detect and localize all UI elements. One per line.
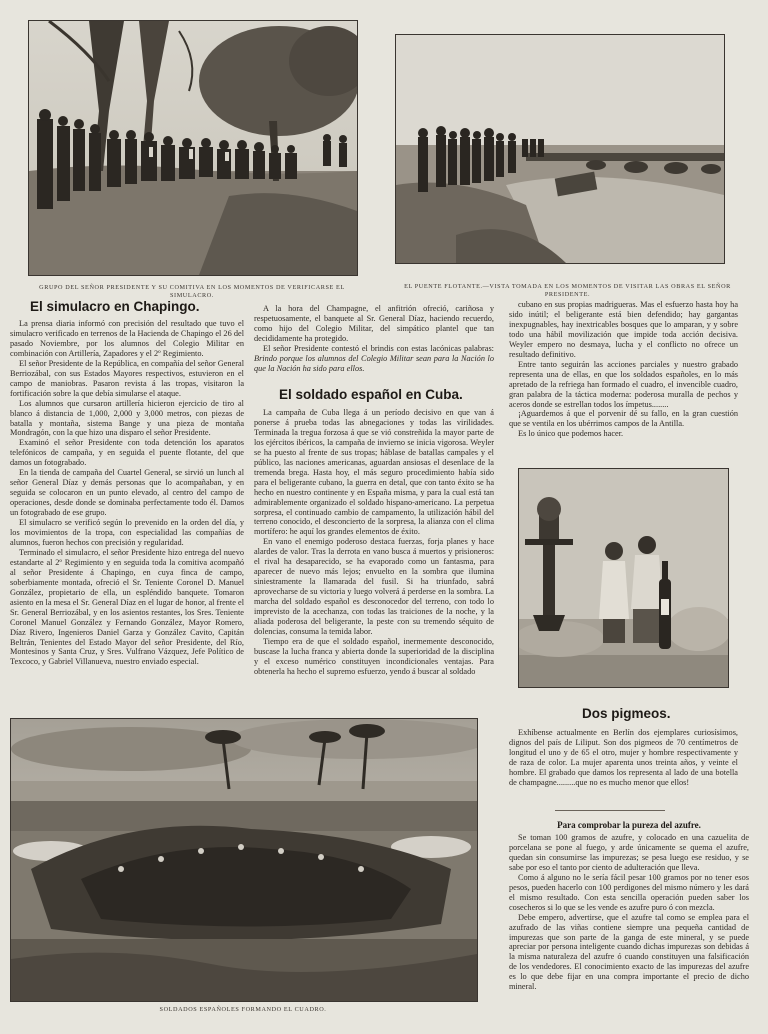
cuba-paragraph: Entre tanto seguirán las acciones parciales y nuestro grabado representa una de ellas, en que los soldados españoles, en lo más apretado de la refriega han formado el cuadro, el invencible cuadro, gran palabra de la táctica moderna: poderosa muralla de pechos y aceros donde se estrellan todos los ímpetus........ — [509, 359, 738, 409]
cuba-paragraph: Tiempo era de que el soldado español, inermemente desconocido, buscase la lucha franca y abierta donde la superioridad de la disciplina y el exceso numérico constituyen incondicionales ventajas. Para obtenerla ha hecho el supremo esfuerzo, yendo á buscar al soldado — [254, 636, 494, 676]
azufre-paragraph: Como á alguno no le sería fácil pesar 100 gramos por no tener esos pesos, pueden hacerlo con 100 perdigones del mismo número y les dará el mismo resultado. Con esta sencilla operación pueden saber los cosecheros si lo que se les vende es azufre puro ó con mezcla. — [509, 872, 749, 912]
chapingo-paragraph: A la hora del Champagne, el anfitrión ofreció, cariñosa y respetuosamente, el banquete al Sr. General Díaz, haciendo recuerdo, como hijo del Colegio Militar, del simpático plantel que tan decididamente ha protegido. — [254, 304, 494, 343]
azufre-body — [509, 833, 749, 1013]
cuba-paragraph: En vano el enemigo poderoso destaca fuerzas, forja planes y hace alardes de valor. Tras la derrota en vano busca á muertos y prisioneros: el rival ha desaparecido, se ha evaporado como un fantasma, para aparecer de nuevo más lejos; envuelto en la sombra que ilumina siniestramente la llamarada del fusil. Si ha triunfado, sabrá aprovecharse de su victoria y luego volverá á perderse en la sombra. La marcha del soldado español es desconocedor del terreno, con todo lo imprevisto de la acechanza, con todas las traiciones de la noche, y la aliada poderosa del beligerante, la peste con su tremendo séquito de dolencias, consuma la temida labor. — [254, 537, 494, 636]
cuba-column-3 — [509, 300, 738, 452]
azufre-paragraph: Se toman 100 gramos de azufre, y colocado en una cazuelita de porcelana se pone al fuego, y arde únicamente se quema el azufre, quedan sin consumirse las impurezas; se pesa luego ese residuo, y se sabe por eso el tanto por ciento de adulteración que lleva. — [509, 833, 749, 872]
chapingo-paragraph — [254, 344, 494, 374]
heading-azufre: Para comprobar la pureza del azufre. — [557, 820, 701, 830]
chapingo-paragraph: Examinó el señor Presidente con toda detención los aparatos telefónicos de campaña, y en seguida el puente flotante, del que damos un fotograbado. — [10, 438, 244, 468]
chapingo-paragraph: En la tienda de campaña del Cuartel General, se sirvió un lunch al señor General Díaz y demás personas que lo acompañaban, y en seguida se colocaron en un punto elevado, al centro del campo de operaciones, desde donde se dominaba perfectamente todo él. Damos un fotograbado de ese grupo. — [10, 468, 244, 518]
caption-soldiers-square: SOLDADOS ESPAÑOLES FORMANDO EL CUADRO. — [159, 1006, 327, 1013]
chapingo-paragraph: El señor Presidente de la República, en compañía del señor General Berriozábal, con sus Estados Mayores respectivos, estuvieron en el campo de maniobras. Pasaron revista á las tropas, visitaron la fortificación sobre la que debía simularse el ataque. — [10, 358, 244, 398]
caption-presidential-group: GRUPO DEL SEÑOR PRESIDENTE Y SU COMITIVA EN LOS MOMENTOS DE VERIFICARSE EL SIMULACRO. — [39, 284, 345, 299]
cuba-paragraph: Es lo único que podemos hacer. — [518, 429, 624, 439]
azufre-paragraph: Debe empero, advertirse, que el azufre tal como se emplea para el azufrado de las viñas contiene siempre una pequeña cantidad de impurezas que son parte de la ganga de este mineral, y se puede apreciar por persona inteligente cuando dichas impurezas son debidas á la misma naturaleza del azufre ó cuando constituyen una falsificación de los vendedores. El conocimiento exacto de las impurezas del azufre es lo que debe fijar en una compra importante el precio de dicho mineral. — [509, 912, 749, 992]
cuba-paragraph: ¡Aguardemos á que el porvenir dé su fallo, en la gran cuestión que se ventila en los ubérrimos campos de la Antilla. — [509, 409, 738, 429]
cuba-paragraph: La campaña de Cuba llega á un período decisivo en que van á ponerse á prueba todas las abnegaciones y todas las virilidades. Terminada la tregua forzosa á que se vió constreñida la mayor parte de los ejércitos ibéricos, la campaña de invierno se inicia vigorosa. Weyler se ha puesto al frente de sus tropas; háblase de batallas campales y el público, las naciones americanas, aguardan ansiosas el desenlace de la tremenda brega. Hasta hoy, el más seguro procedimiento había sido para el beligerante cubano, la guerra en detal, que con tanto éxito se ha hecho en nuestro continente y en España misma, y para la cual está tan admirablemente organizado el soldado hispano-americano. La perpetua sorpresa, el continuado cambio de campamento, la utilización hábil del terreno conocido, el desconcierto de la sorpresa, la alianza con el clima mortífero: he aquí los grandes elementos de éxito. — [254, 408, 494, 537]
toast-lead: El señor Presidente contestó el brindis con estas lacónicas palabras: — [263, 343, 494, 353]
chapingo-column-2 — [254, 304, 494, 374]
chapingo-column-1 — [10, 319, 244, 705]
cuba-column-2 — [254, 408, 494, 706]
divider — [555, 810, 665, 811]
cuba-paragraph: cubano en sus propias madrigueras. Mas el esfuerzo hasta hoy ha sido inútil; el beligerante está bien defendido; hay gargantas inexpugnables, hay inextricables bosques que lo amparan, y y sobre todo una hábil movilización que impide toda acción decisiva. Weyler empero no desmaya, lucha y el conflicto no ofrece un resultado definitivo. — [509, 300, 738, 359]
photo-presidential-group — [28, 20, 358, 276]
chapingo-paragraph: El simulacro se verificó según lo prevenido en la orden del día, y los movimientos de la tropa, con especialidad las compañías de alumnos, fueron hechos con precisión y regularidad. — [10, 518, 244, 547]
pigmeos-body — [509, 728, 738, 804]
heading-pigmeos: Dos pigmeos. — [582, 706, 671, 721]
pigmeos-paragraph: Exhíbense actualmente en Berlín dos ejemplares curiosísimos, dignos del país de Liliput. Son dos pigmeos de 70 centímetros de longitud el uno y de 65 el otro, mujer y hombre respectivamente y de raza de color. La mujer aparenta unos treinta años, y veinte el hombre. El grabado que damos los representa al lado de una botella de champagne.........que no es mucho menor que ellos! — [509, 728, 738, 787]
chapingo-paragraph: Terminado el simulacro, el señor Presidente hizo entrega del nuevo estandarte al 2º Regimiento y en seguida toda la comitiva acompañó al señor Presidente á Chapingo, en cuya finca de campo, soberbiamente montada, ofreció el Sr. Teniente Coronel D. Manuel González, propietario de ella, un espléndido banquete. Tomaron asiento en la mesa el Sr. General Díaz en el lugar de honor, al frente el Sr. General Berriozábal, y en los asientos restantes, los Sres. Teniente Coronel Manuel González y Fernando González, Mayor Romero, Díaz Rivero, Ingenieros Daniel Garza y González Cavito, Capitán Beltrán, Tenientes del Estado Mayor del señor Presidente, del Río, Montesinos y Santa Cruz, y Sres. Vulfrano Vázquez, Jefe Político de Texcoco, y Gabriel Villanueva, nuestro enviado especial. — [10, 547, 244, 667]
heading-cuba: El soldado español en Cuba. — [279, 387, 463, 402]
chapingo-paragraph: Los alumnos que cursaron artillería hicieron ejercicio de tiro al blanco á distancia de 1,000, 2,000 y 3,000 metros, con piezas de batalla y montaña, sistema Bange y una pieza de montaña Mondragón, con la que hizo una disparo el señor Presidente. — [10, 398, 244, 438]
photo-soldiers-square — [10, 718, 478, 1002]
photo-pygmies — [518, 468, 729, 688]
toast-quote: Brindo porque los alumnos del Colegio Militar sean para la Nación lo que la Nación ha sido para ellos. — [254, 353, 494, 373]
photo-floating-bridge — [395, 34, 725, 264]
chapingo-paragraph: La prensa diaria informó con precisión del resultado que tuvo el simulacro verificado en terrenos de la Hacienda de Chapingo el 26 del pasado Noviembre, por los alumnos del Colegio Militar en combinación con Artillería, Zapadores y el 2º Regimiento. — [10, 319, 244, 358]
heading-chapingo: El simulacro en Chapingo. — [30, 299, 200, 314]
caption-floating-bridge: EL PUENTE FLOTANTE.—VISTA TOMADA EN LOS MOMENTOS DE VISITAR LAS OBRAS EL SEÑOR PRESIDENTE. — [404, 283, 731, 298]
